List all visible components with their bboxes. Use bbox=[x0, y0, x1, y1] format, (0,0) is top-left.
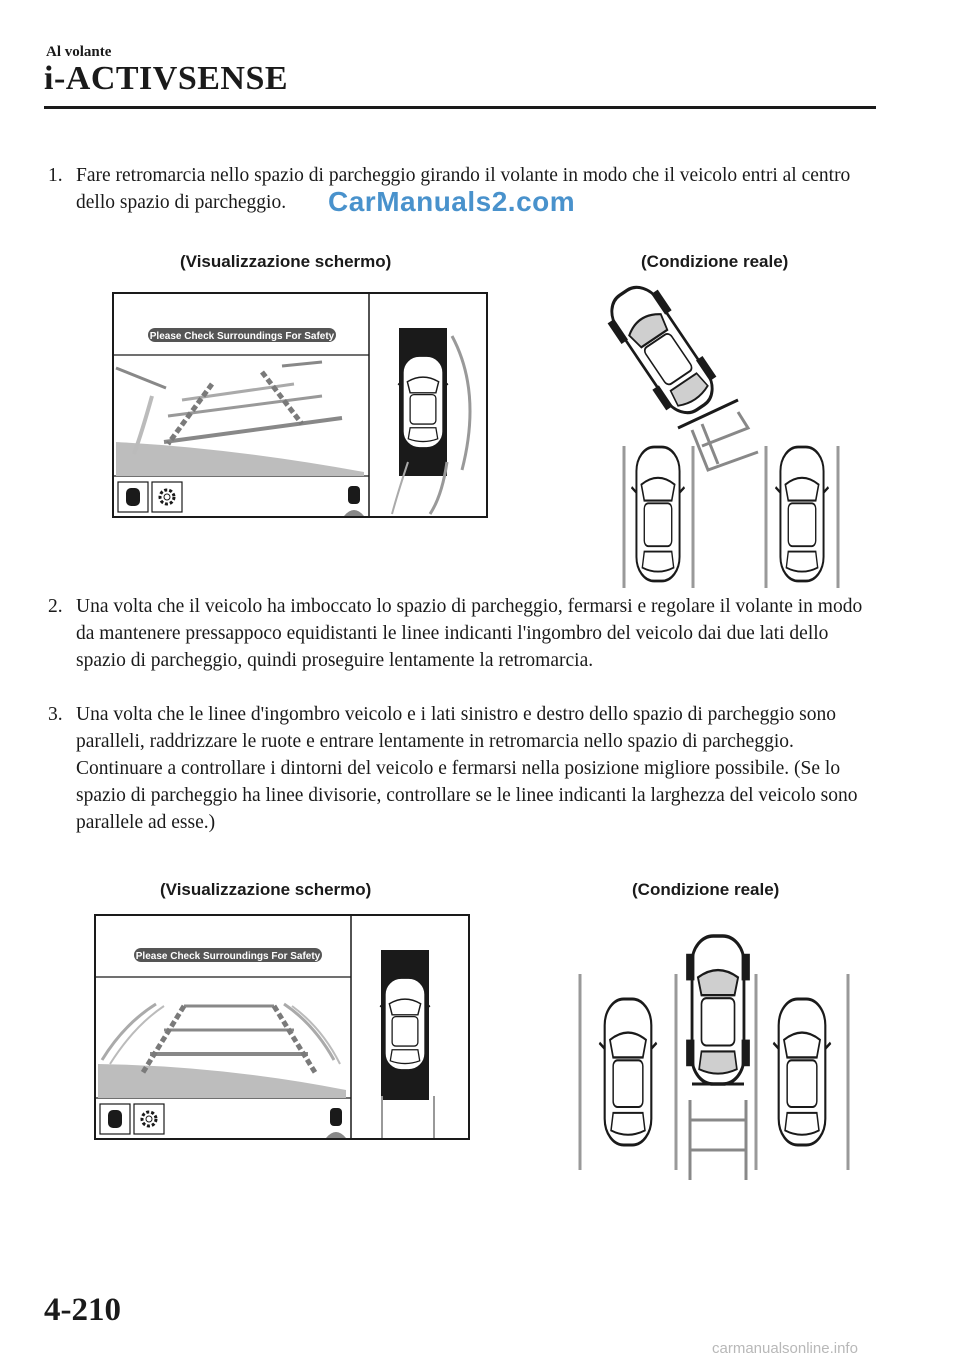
screen-display-figure-2 bbox=[94, 914, 470, 1140]
camera-view-icon[interactable] bbox=[118, 482, 148, 512]
section-title: i-ACTIVSENSE bbox=[44, 60, 289, 97]
page-number: 4-210 bbox=[44, 1292, 121, 1328]
screen-caption-2: (Visualizzazione schermo) bbox=[160, 880, 372, 899]
real-condition-figure-1 bbox=[598, 282, 868, 588]
watermark: CarManuals2.com bbox=[328, 186, 576, 217]
step-number: 1. bbox=[48, 165, 63, 186]
step-text: Fare retromarcia nello spazio di parcheggio girando il volante in modo che il veicolo entri al centro dello spazio di parcheggio. bbox=[76, 165, 851, 213]
step-2 bbox=[48, 593, 868, 674]
footer-url: carmanualsonline.info bbox=[712, 1340, 858, 1357]
step-number: 2. bbox=[48, 596, 63, 617]
step-text: Una volta che il veicolo ha imboccato lo spazio di parcheggio, fermarsi e regolare il volante in modo da mantenere pressappoco equidistanti le linee indicanti l'ingombro del veicolo dai due lati dello spazio di parcheggio, quindi proseguire lentamente la retromarcia. bbox=[76, 596, 863, 671]
screen-caption-1: (Visualizzazione schermo) bbox=[180, 252, 392, 271]
svg-text:Please Check Surroundings For: Please Check Surroundings For Safety bbox=[149, 331, 335, 342]
safety-banner bbox=[148, 328, 336, 342]
car-top-view-icon bbox=[398, 356, 448, 448]
safety-banner bbox=[134, 948, 322, 962]
screen-display-figure-1 bbox=[112, 292, 488, 518]
real-caption-1: (Condizione reale) bbox=[641, 252, 789, 271]
real-caption-2: (Condizione reale) bbox=[632, 880, 780, 899]
camera-view-icon[interactable] bbox=[100, 1104, 130, 1134]
step-3 bbox=[48, 701, 868, 836]
header-divider bbox=[44, 106, 876, 109]
step-number: 3. bbox=[48, 704, 63, 725]
section-label: Al volante bbox=[46, 44, 112, 60]
step-text: Una volta che le linee d'ingombro veicolo e i lati sinistro e destro dello spazio di parcheggio sono paralleli, raddrizzare le ruote e entrare lentamente in retromarcia nello spazio di parcheggio. Continuare a controllare i dintorni del veicolo e fermarsi nella posizione migliore possibile. (Se lo spazio di parcheggio ha linee divisorie, controllare se le linee indicanti la larghezza del veicolo sono parallele ad esse.) bbox=[76, 704, 858, 833]
real-condition-figure-2 bbox=[570, 924, 860, 1184]
car-top-view-icon bbox=[380, 978, 430, 1070]
gear-icon[interactable] bbox=[152, 482, 182, 512]
svg-text:Please Check Surroundings For: Please Check Surroundings For Safety bbox=[135, 951, 321, 962]
gear-icon[interactable] bbox=[134, 1104, 164, 1134]
